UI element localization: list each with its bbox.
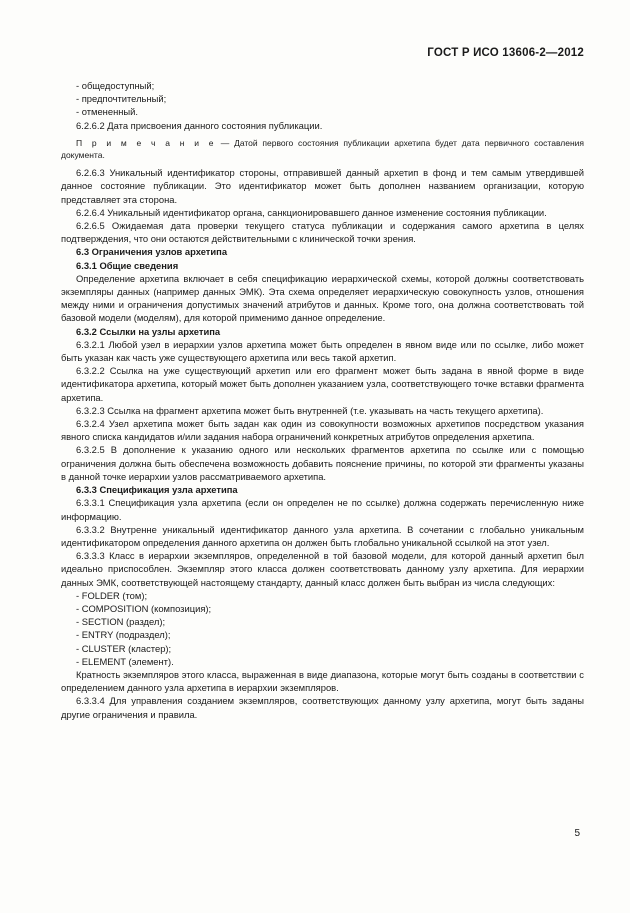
note-label: П р и м е ч а н и е: [76, 137, 217, 148]
paragraph: 6.3.3.4 Для управления созданием экземпляров, соответствующих данному узлу архетипа, могут быть заданы другие ограничения и правила.: [61, 695, 584, 720]
paragraph: 6.2.6.2 Дата присвоения данного состояния публикации.: [76, 119, 323, 131]
section-heading: 6.3.2 Ссылки на узлы архетипа: [76, 325, 221, 337]
paragraph: 6.3.2.2 Ссылка на уже существующий архетип или его фрагмент может быть задана в явной форме в виде идентификатора архетипа, который может быть дополнен указанием узла, соответствующего точке вставки фрагмента архетипа.: [61, 365, 584, 403]
section-heading: 6.3.3 Спецификация узла архетипа: [76, 484, 238, 496]
paragraph: 6.2.6.4 Уникальный идентификатор органа, санкционировавшего данное изменение состояния публикации.: [76, 206, 547, 218]
paragraph: 6.2.6.5 Ожидаемая дата проверки текущего статуса публикации и содержания самого архетипа в целях подтверждения, что они остаются действительными с клинической точки зрения.: [61, 220, 584, 245]
page-body: [61, 79, 584, 721]
section-heading: 6.3.1 Общие сведения: [76, 259, 179, 271]
list-item: - общедоступный;: [76, 80, 155, 91]
list-item: - CLUSTER (кластер);: [76, 642, 172, 654]
document-id-header: ГОСТ Р ИСО 13606-2—2012: [427, 47, 584, 59]
paragraph: 6.2.6.3 Уникальный идентификатор стороны, отправившей данный архетип в фонд и тем самым утвердившей данное состояние публикации. Это идентификатор может быть дополнен названием организации, которую представляет эта сторона.: [61, 167, 584, 205]
paragraph: 6.3.2.5 В дополнение к указанию одного или нескольких фрагментов архетипа по ссылке или с помощью ограничения должна быть обеспечена возможность добавить пояснение причины, по которой эти фрагменты указаны в данной точке иерархии узлов рассматриваемого архетипа.: [61, 444, 584, 482]
list-item: - предпочтительный;: [76, 93, 167, 105]
paragraph: 6.3.3.2 Внутренне уникальный идентификатор данного узла архетипа. В сочетании с глобально уникальным идентификатором определения данного архетипа он должен быть глобально уникальной ссылкой на этот узел.: [61, 523, 584, 548]
page-number: 5: [574, 828, 580, 839]
list-item: - SECTION (раздел);: [76, 616, 166, 628]
paragraph: Кратность экземпляров этого класса, выраженная в виде диапазона, которые могут быть созданы в соответствии с определением данного узла архетипа в иерархии экземпляров.: [61, 668, 584, 694]
list-item: - отмененный.: [76, 106, 139, 118]
note-text: — Датой первого состояния публикации архетипа будет дата первичного составления документа.: [61, 137, 584, 161]
list-item: - ELEMENT (элемент).: [76, 655, 174, 667]
paragraph: 6.3.2.1 Любой узел в иерархии узлов архетипа может быть определен в явном виде или по ссылке, либо может быть указан как часть уже существующего архетипа или весь такой архетип.: [61, 338, 584, 364]
paragraph: 6.3.3.3 Класс в иерархии экземпляров, определенной в той базовой модели, для которой данный архетип был идеально приспособлен. Экземпляр этого класса должен соответствовать данному узлу архетипа. Для иерархии данных ЭМК, соответствующей настоящему стандарту, данный класс должен быть выбран из числа следующих:: [61, 550, 584, 588]
list-item: - FOLDER (том);: [76, 589, 148, 601]
paragraph: 6.3.2.4 Узел архетипа может быть задан как один из совокупности возможных архетипов посредством указания явного списка кандидатов и/или задания набора ограничений конкретных атрибутов определения архетипа.: [61, 418, 584, 443]
paragraph: 6.3.2.3 Ссылка на фрагмент архетипа может быть внутренней (т.е. указывать на часть текущего архетипа).: [76, 404, 544, 416]
paragraph: 6.3.3.1 Спецификация узла архетипа (если он определен не по ссылке) должна содержать перечисленную ниже информацию.: [61, 497, 584, 522]
list-item: - COMPOSITION (композиция);: [76, 602, 212, 614]
paragraph: Определение архетипа включает в себя спецификацию иерархической схемы, которой должны соответствовать экземпляры данных (например данных ЭМК). Эта схема определяет иерархическую совокупность узлов, отношения между ними и ограничения допустимых значений атрибутов и данных. Кроме того, она должна соответствовать той базовой модели (моделям), для которой применимо данное определение.: [61, 272, 584, 324]
section-heading: 6.3 Ограничения узлов архетипа: [76, 246, 228, 258]
list-item: - ENTRY (подраздел);: [76, 629, 171, 641]
note-paragraph: [61, 137, 584, 161]
